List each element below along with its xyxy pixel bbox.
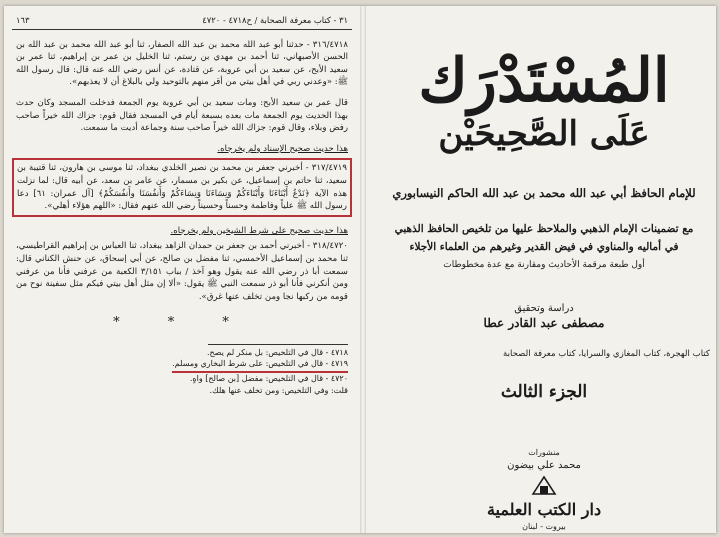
book-gutter [360,6,366,533]
editor-name: مصطفى عبد القادر عطا [483,316,605,330]
hadith-4720 [16,240,348,303]
paragraph: ٣١٧/٤٧١٩ - أخبرني جعفر بن محمد بن نصير الخلدي ببغداد، ثنا موسى بن هارون، ثنا قتيبة بن سعيد، ثنا حاتم بن إسماعيل، عن بكير بن مسمار، عن عامر بن سعد، عن أبيه قال: لما نزلت هذه الآية ﴿نَدْعُ أَبْنَاءَنَا وَأَبْنَاءَكُمْ وَنِسَاءَنَا وَنِسَاءَكُمْ وَأَنفُسَنَا وأَنفُسَكُمْ﴾ [آل عمران: ٦١] دعا رسول الله ﷺ علياً وفاطمة وحسناً وحسيناً رضي الله عنهم فقال: «اللهم هؤلاء أهلي». [17,163,347,212]
highlighted-hadith-4719 [12,158,352,216]
footnote: قلت: وفي التلخيص: ومن تخلف عنها هلك. [209,385,348,395]
book-spread [4,6,716,533]
study-label: دراسة وتحقيق [514,303,574,314]
publisher-city: بيروت - لبنان [522,522,566,531]
publisher-emblem-icon [531,474,557,496]
header-text: ٣١ - كتاب معرفة الصحابة / ح٤٧١٨ - ٤٧٢٠ [202,15,348,25]
paragraph: قال عمر بن سعيد الأبح: ومات سعيد بن أبي عروبة يوم الجمعة فدخلت المسجد وكان حدث بهذا الحديث يوم الجمعة مات بعده بسبعة أيام في المسجد فقال قوم: جزاك الله خيراً صاحب رفض وبلاء، وقال قوم: جزاك الله خيراً صاحب سنة وجماعة أديت ما سمعت. [16,97,348,134]
grading-subhead: هذا حديث صحيح الإسناد ولم يخرجاه. [217,143,348,154]
book-subtitle: عَلَى الصَّحِيحَيْن [438,114,650,154]
publisher-label: منشورات [528,448,560,457]
paragraph: ٣١٨/٤٧٢٠ - أخبرني أحمد بن جعفر بن حمدان الزاهد ببغداد، ثنا العباس بن إبراهيم القراطيسي، ثنا محمد بن إسماعيل الأحمسي، ثنا مفضل بن صالح، عن أبي إسحاق، عن حنش الكناني قال: سمعت أبا ذر رضي الله عنه يقول وهو آخذ / بباب ٣/١٥١ الكعبة من عرفني فأنا من عرفني ومن أنكرني فأنا أبو ذر سمعت النبي ﷺ يقول: «ألا إن مثل أهل بيتي فيكم مثل سفينة نوح من قومه من ركبها نجا ومن تخلف عنها غرق». [16,241,348,302]
footnotes [16,347,348,396]
left-page [12,14,352,526]
page-number: ١٦٣ [16,15,30,25]
paragraph: ٣١٦/٤٧١٨ - حدثنا أبو عبد الله محمد بن عبد الله الصفار، ثنا أبو عبد الله محمد بن عبد الله بن الحسن الأصبهاني، ثنا أحمد بن مهدي بن رستم، ثنا الخليل بن عمر بن إبراهيم، ثنا عمر بن سعيد الأبح، عن سعيد بن أبي عروبة، عن قتادة، عن أنس رضي الله عنه قال: قال رسول الله ﷺ: «وعدني ربي في أهل بيتي من أقر منهم بالتوحيد ولي بالبلاغ أن لا يعذبهم». [16,39,348,88]
study-block [372,302,716,330]
description-line: أول طبعة مرقمة الأحاديث ومقارنة مع عدة مخطوطات [443,260,645,270]
grading-subhead: هذا حديث صحيح على شرط الشيخين ولم يخرجاه. [170,225,348,236]
book-title: المُسْتَدْرَك [418,46,670,116]
footnote-highlighted-wrap [16,358,348,373]
publisher-block [372,446,716,533]
volume-label: الجزء الثالث [500,382,588,402]
footnote: ٤٧٢٠ - قال في التلخيص: مفضل [بن صالح] واهٍ. [189,374,348,384]
footnote-rule [208,344,348,345]
footnote: ٤٧١٨ - قال في التلخيص: بل منكر لم يصح. [206,347,348,357]
running-header [12,14,352,30]
description-line: في أماليه والمناوي في فيض القدير وغيرهم من العلماء الأجلاء [409,241,679,253]
volume-contents: كتاب الهجرة، كتاب المغازي والسرايا، كتاب معرفة الصحابة [502,349,710,359]
author-line: للإمام الحافظ أبي عبد الله محمد بن عبد الله الحاكم النيسابوري [392,186,696,200]
description-line: مع تضمينات الإمام الذهبي والملاحظ عليها من تلخيص الحافظ الذهبي [394,223,694,235]
description [390,220,698,274]
publisher-name: دار الكتب العلمية [486,500,602,519]
publisher-sub: محمد علي بيضون [507,460,581,471]
footnote-highlighted: ٤٧١٩ - قال في التلخيص: على شرط البخاري ومسلم. [172,358,348,373]
commentary-paragraph [16,97,348,135]
hadith-4718 [16,39,348,89]
right-page-title [372,6,716,533]
section-divider-stars: * * * [113,315,251,331]
